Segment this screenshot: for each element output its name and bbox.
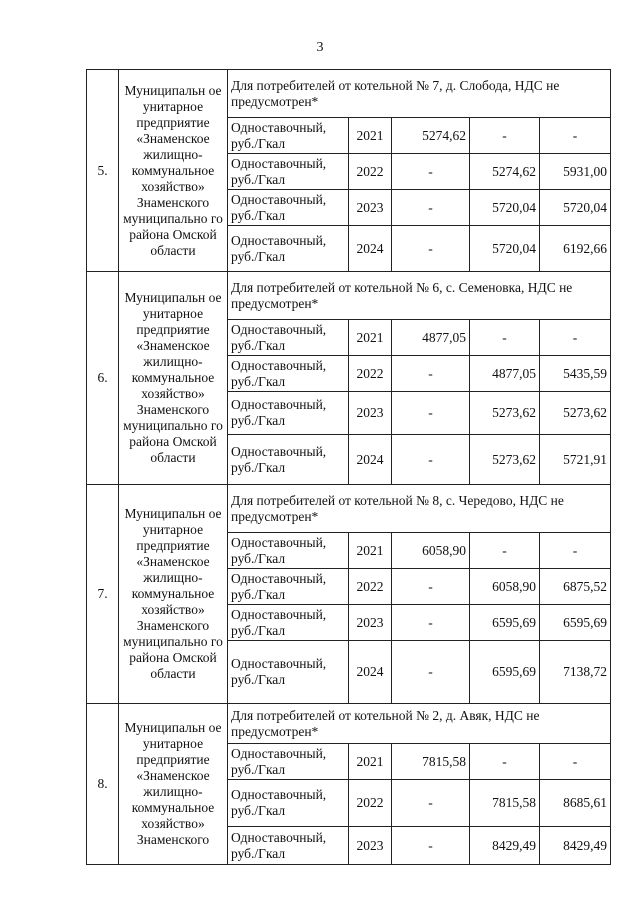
rate-type: Одноставочный, руб./Гкал <box>228 827 349 865</box>
row-number: 5. <box>87 70 119 272</box>
value-cell-1: - <box>392 605 470 641</box>
value-cell-3: 6192,66 <box>540 226 611 272</box>
value-cell-1: - <box>392 827 470 865</box>
consumer-row <box>87 704 611 744</box>
value-cell-2: 5274,62 <box>470 154 540 190</box>
year-cell: 2024 <box>349 435 392 485</box>
year-cell: 2023 <box>349 190 392 226</box>
rate-type: Одноставочный, руб./Гкал <box>228 226 349 272</box>
year-cell: 2023 <box>349 392 392 435</box>
value-cell-2: - <box>470 118 540 154</box>
value-cell-2: - <box>470 533 540 569</box>
year-cell: 2021 <box>349 533 392 569</box>
value-cell-1: - <box>392 435 470 485</box>
rate-type: Одноставочный, руб./Гкал <box>228 569 349 605</box>
year-cell: 2021 <box>349 118 392 154</box>
rate-type: Одноставочный, руб./Гкал <box>228 190 349 226</box>
value-cell-2: 5273,62 <box>470 435 540 485</box>
rate-type: Одноставочный, руб./Гкал <box>228 744 349 780</box>
rate-type: Одноставочный, руб./Гкал <box>228 435 349 485</box>
value-cell-3: 8685,61 <box>540 780 611 827</box>
rate-type: Одноставочный, руб./Гкал <box>228 118 349 154</box>
year-cell: 2021 <box>349 320 392 356</box>
value-cell-2: 5720,04 <box>470 190 540 226</box>
value-cell-1: - <box>392 392 470 435</box>
value-cell-3: 7138,72 <box>540 641 611 704</box>
rate-type: Одноставочный, руб./Гкал <box>228 780 349 827</box>
value-cell-3: - <box>540 118 611 154</box>
value-cell-3: 5273,62 <box>540 392 611 435</box>
consumer-description: Для потребителей от котельной № 2, д. Авяк, НДС не предусмотрен* <box>228 704 611 744</box>
value-cell-2: 6595,69 <box>470 641 540 704</box>
value-cell-1: - <box>392 154 470 190</box>
value-cell-1: - <box>392 356 470 392</box>
value-cell-2: 5273,62 <box>470 392 540 435</box>
rate-type: Одноставочный, руб./Гкал <box>228 605 349 641</box>
value-cell-2: 6595,69 <box>470 605 540 641</box>
value-cell-1: - <box>392 780 470 827</box>
value-cell-3: - <box>540 744 611 780</box>
value-cell-3: 5720,04 <box>540 190 611 226</box>
year-cell: 2023 <box>349 605 392 641</box>
organization-name: Муниципальн ое унитарное предприятие «Знаменское жилищно-коммунальное хозяйство» Знаменского <box>119 704 228 865</box>
year-cell: 2024 <box>349 641 392 704</box>
value-cell-2: 6058,90 <box>470 569 540 605</box>
rate-type: Одноставочный, руб./Гкал <box>228 641 349 704</box>
value-cell-3: 5931,00 <box>540 154 611 190</box>
year-cell: 2021 <box>349 744 392 780</box>
rate-type: Одноставочный, руб./Гкал <box>228 154 349 190</box>
rate-type: Одноставочный, руб./Гкал <box>228 392 349 435</box>
year-cell: 2023 <box>349 827 392 865</box>
value-cell-2: - <box>470 744 540 780</box>
tariff-table-body <box>87 70 611 865</box>
value-cell-3: - <box>540 320 611 356</box>
value-cell-3: 5435,59 <box>540 356 611 392</box>
value-cell-1: - <box>392 569 470 605</box>
consumer-row <box>87 272 611 320</box>
value-cell-1: 6058,90 <box>392 533 470 569</box>
organization-name: Муниципальн ое унитарное предприятие «Знаменское жилищно-коммунальное хозяйство» Знаменского муниципально го района Омской области <box>119 272 228 485</box>
value-cell-3: 5721,91 <box>540 435 611 485</box>
value-cell-3: - <box>540 533 611 569</box>
year-cell: 2022 <box>349 569 392 605</box>
value-cell-1: 7815,58 <box>392 744 470 780</box>
row-number: 7. <box>87 485 119 704</box>
rate-type: Одноставочный, руб./Гкал <box>228 533 349 569</box>
value-cell-2: 4877,05 <box>470 356 540 392</box>
value-cell-3: 8429,49 <box>540 827 611 865</box>
row-number: 6. <box>87 272 119 485</box>
value-cell-1: - <box>392 190 470 226</box>
consumer-row <box>87 485 611 533</box>
row-number: 8. <box>87 704 119 865</box>
value-cell-3: 6875,52 <box>540 569 611 605</box>
page-number: 3 <box>316 40 324 55</box>
organization-name: Муниципальн ое унитарное предприятие «Знаменское жилищно-коммунальное хозяйство» Знаменского муниципально го района Омской области <box>119 485 228 704</box>
value-cell-3: 6595,69 <box>540 605 611 641</box>
tariff-table <box>86 69 611 865</box>
value-cell-1: 5274,62 <box>392 118 470 154</box>
consumer-row <box>87 70 611 118</box>
consumer-description: Для потребителей от котельной № 6, с. Семеновка, НДС не предусмотрен* <box>228 272 611 320</box>
consumer-description: Для потребителей от котельной № 8, с. Чередово, НДС не предусмотрен* <box>228 485 611 533</box>
year-cell: 2022 <box>349 780 392 827</box>
value-cell-2: 8429,49 <box>470 827 540 865</box>
value-cell-2: 7815,58 <box>470 780 540 827</box>
consumer-description: Для потребителей от котельной № 7, д. Слобода, НДС не предусмотрен* <box>228 70 611 118</box>
value-cell-1: 4877,05 <box>392 320 470 356</box>
value-cell-1: - <box>392 226 470 272</box>
year-cell: 2022 <box>349 154 392 190</box>
organization-name: Муниципальн ое унитарное предприятие «Знаменское жилищно-коммунальное хозяйство» Знаменского муниципально го района Омской области <box>119 70 228 272</box>
year-cell: 2022 <box>349 356 392 392</box>
rate-type: Одноставочный, руб./Гкал <box>228 356 349 392</box>
value-cell-1: - <box>392 641 470 704</box>
year-cell: 2024 <box>349 226 392 272</box>
value-cell-2: - <box>470 320 540 356</box>
rate-type: Одноставочный, руб./Гкал <box>228 320 349 356</box>
value-cell-2: 5720,04 <box>470 226 540 272</box>
